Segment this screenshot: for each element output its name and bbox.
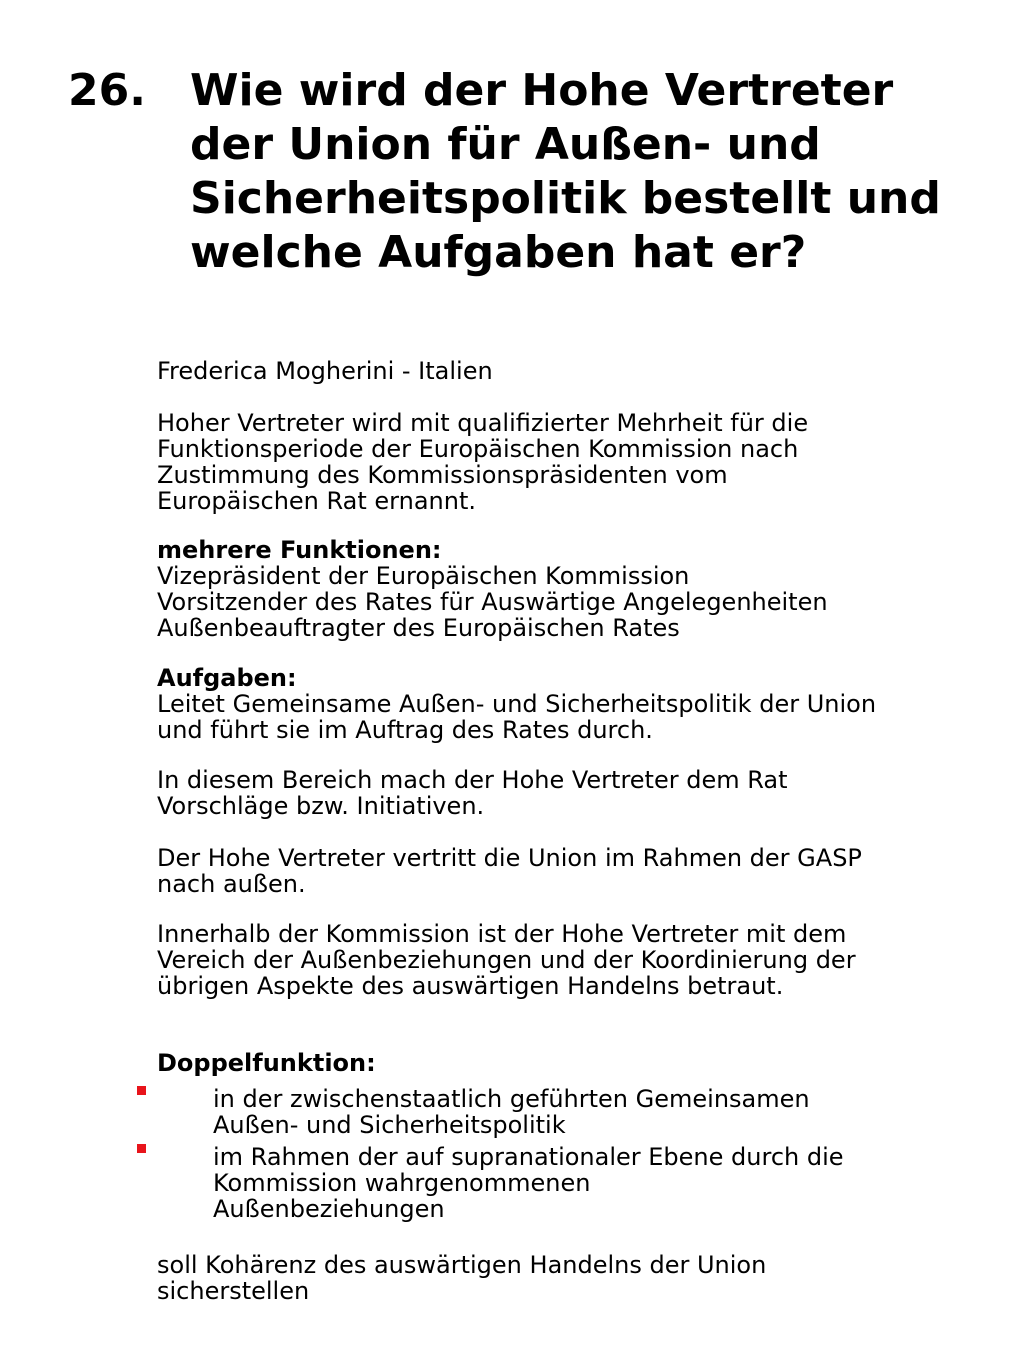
text-line: im Rahmen der auf supranationaler Ebene durch die (213, 1143, 844, 1171)
square-bullet-icon (137, 1086, 146, 1095)
dual-function-heading-block (157, 1050, 997, 1076)
text-line: in der zwischenstaatlich geführten Gemeinsamen (213, 1085, 810, 1113)
title-line: Wie wird der Hohe Vertreter (190, 65, 894, 116)
text-line: und führt sie im Auftrag des Rates durch. (157, 716, 653, 744)
tasks-heading: Aufgaben: (157, 664, 297, 692)
function-item: Vorsitzender des Rates für Auswärtige Angelegenheiten (157, 588, 828, 616)
slide-title (190, 64, 990, 280)
text-line: Innerhalb der Kommission ist der Hohe Vertreter mit dem (157, 920, 847, 948)
title-line: Sicherheitspolitik bestellt und (190, 173, 941, 224)
text-line: Hoher Vertreter wird mit qualifizierter Mehrheit für die (157, 409, 809, 437)
text-line: Außen- und Sicherheitspolitik (213, 1111, 566, 1139)
text-line: Vereich der Außenbeziehungen und der Koordinierung der (157, 946, 856, 974)
dual-function-heading: Doppelfunktion: (157, 1049, 376, 1077)
title-line: welche Aufgaben hat er? (190, 227, 807, 278)
representation-paragraph (157, 845, 997, 897)
function-item: Vizepräsident der Europäischen Kommission (157, 562, 690, 590)
slide-number: 26. (68, 65, 146, 116)
commission-paragraph (157, 921, 997, 999)
text-line: übrigen Aspekte des auswärtigen Handelns betraut. (157, 972, 784, 1000)
bullet-text (213, 1086, 993, 1138)
appointment-paragraph (157, 410, 997, 514)
text-line: nach außen. (157, 870, 306, 898)
person-name (157, 358, 997, 384)
proposals-paragraph (157, 767, 997, 819)
person-line: Frederica Mogherini - Italien (157, 357, 493, 385)
text-line: Europäischen Rat ernannt. (157, 487, 477, 515)
text-line: Außenbeziehungen (213, 1195, 445, 1223)
closing-paragraph (157, 1252, 997, 1304)
text-line: Vorschläge bzw. Initiativen. (157, 792, 485, 820)
title-line: der Union für Außen- und (190, 119, 821, 170)
text-line: soll Kohärenz des auswärtigen Handelns der Union (157, 1251, 767, 1279)
functions-section (157, 537, 997, 641)
text-line: Leitet Gemeinsame Außen- und Sicherheitspolitik der Union (157, 690, 877, 718)
text-line: Kommission wahrgenommenen (213, 1169, 591, 1197)
functions-heading: mehrere Funktionen: (157, 536, 442, 564)
text-line: In diesem Bereich mach der Hohe Vertreter dem Rat (157, 766, 788, 794)
bullet-text (213, 1144, 993, 1222)
function-item: Außenbeauftragter des Europäischen Rates (157, 614, 680, 642)
text-line: sicherstellen (157, 1277, 310, 1305)
square-bullet-icon (137, 1144, 146, 1153)
text-line: Zustimmung des Kommissionspräsidenten vom (157, 461, 728, 489)
tasks-section (157, 665, 997, 743)
text-line: Funktionsperiode der Europäischen Kommission nach (157, 435, 799, 463)
text-line: Der Hohe Vertreter vertritt die Union im Rahmen der GASP (157, 844, 862, 872)
